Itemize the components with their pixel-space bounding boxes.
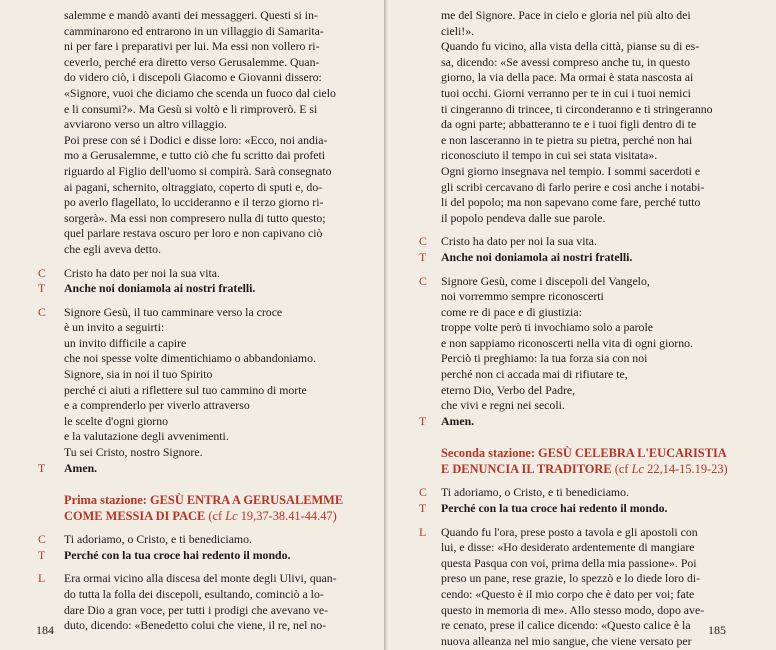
station-title-line-1: Prima stazione: GESÙ ENTRA A GERUSALEMME xyxy=(64,493,344,508)
prayer-line: e non sappiamo riconoscerti nella vita di ogni giorno. xyxy=(441,335,693,350)
text-line: Poi prese con sé i Dodici e disse loro: «Ecco, noi andia- xyxy=(64,132,328,147)
text-line: gli scribi cercavano di farlo perire e così anche i notabi- xyxy=(441,179,705,194)
text-line: tuoi occhi. Giorni verranno per te in cui i tuoi nemici xyxy=(441,85,691,100)
prayer-line: è un invito a seguirti: xyxy=(64,320,165,335)
text-line: ceverlo, perché era diretto verso Gerusalemme. Quan- xyxy=(64,54,320,69)
narrative-paragraph-1 xyxy=(441,8,738,39)
prayer-line: che vivi e regni nei secoli. xyxy=(441,398,565,413)
text-line: Quando fu vicino, alla vista della città, pianse su di es- xyxy=(441,39,700,54)
reading-line: Era ormai vicino alla discesa del monte degli Ulivi, quan- xyxy=(64,571,337,586)
rubric-marker-t: T xyxy=(38,547,46,562)
celebrant-text: Ti adoriamo, o Cristo, e ti benediciamo. xyxy=(64,532,252,547)
response-line xyxy=(389,250,776,266)
prayer-line: troppe volte però ti invochiamo solo a parole xyxy=(441,320,653,335)
text-line: giorno, la via della pace. Ma ormai è stata nascosta ai xyxy=(441,70,694,85)
rubric-marker-c: C xyxy=(38,304,46,319)
reading-line: questo in memoria di me». Allo stesso modo, dopo ave- xyxy=(441,602,705,617)
text-line: salemme e mandò avanti dei messaggeri. Questi si in- xyxy=(64,8,318,22)
text-line: camminarono ed entrarono in un villaggio di Samarita- xyxy=(64,23,324,38)
text-line: ni per fare i preparativi per lui. Ma essi non vollero ri- xyxy=(64,39,320,54)
page-number: 184 xyxy=(36,623,54,637)
text-line: riguardo al Figlio dell'uomo si compirà. Sarà consegnato xyxy=(64,163,332,178)
rubric-marker-t: T xyxy=(419,249,427,264)
rubric-marker-c: C xyxy=(38,265,46,280)
text-line: da ogni parte; abbatteranno te e i tuoi figli dentro di te xyxy=(441,117,697,132)
narrative-paragraph-2 xyxy=(441,39,738,164)
right-page xyxy=(389,0,776,650)
reading-line: preso un pane, rese grazie, lo spezzò e lo diede loro di- xyxy=(441,571,701,586)
rubric-marker-c: C xyxy=(419,234,427,249)
prayer-line: eterno Dio, Verbo del Padre, xyxy=(441,382,576,397)
reading-line: re cenato, prese il calice dicendo: «Questo calice è la xyxy=(441,618,691,633)
amen-line xyxy=(0,461,384,477)
response-text: Perché con la tua croce hai redento il mondo. xyxy=(64,547,291,562)
prayer-line: e la valutazione degli avvenimenti. xyxy=(64,429,229,444)
reading-line: Quando fu l'ora, prese posto a tavola e gli apostoli con xyxy=(441,524,698,539)
rubric-marker-t: T xyxy=(419,501,427,516)
celebrant-line xyxy=(0,532,384,548)
rubric-marker-c: C xyxy=(419,485,427,500)
celebrant-text: Cristo ha dato per noi la sua vita. xyxy=(441,234,597,249)
text-line: do videro ciò, i discepoli Giacomo e Giovanni dissero: xyxy=(64,70,322,85)
text-line: che egli aveva detto. xyxy=(64,241,161,256)
scripture-reference: (cf Lc 19,37-38.41-44.47) xyxy=(208,509,337,524)
reading-line: dare Dio a gran voce, per tutti i prodigi che avevano ve- xyxy=(64,602,329,617)
celebrant-text: Ti adoriamo, o Cristo, e ti benediciamo. xyxy=(441,485,629,500)
reading-lines xyxy=(441,525,738,650)
reading-line: do tutta la folla dei discepoli, esultando, cominciò a lo- xyxy=(64,587,324,601)
page-number: 185 xyxy=(708,623,726,637)
rubric-marker-l: L xyxy=(38,571,46,586)
prayer-line: perché non ci accada mai di rifiutare te, xyxy=(441,367,628,382)
prayer-block xyxy=(389,274,776,414)
prayer-line: un invito difficile a capire xyxy=(64,335,187,350)
text-line: cieli!». xyxy=(441,23,475,38)
station-title-line-2: COME MESSIA DI PACE (cf Lc 19,37-38.41-44.47) xyxy=(64,509,337,524)
reading-line: lui, e disse: «Ho desiderato ardentemente di mangiare xyxy=(441,540,695,555)
text-line: ti cingeranno di trincee, ti circonderanno e ti stringeranno xyxy=(441,101,713,116)
rubric-marker-c: C xyxy=(38,532,46,547)
prayer-line: Perciò ti preghiamo: la tua forza sia con noi xyxy=(441,351,648,366)
left-page xyxy=(0,0,384,650)
prayer-lines xyxy=(441,274,738,414)
response-line xyxy=(0,281,384,297)
station-heading xyxy=(64,492,352,524)
text-line: quel parlare restava oscuro per loro e non capivano ciò xyxy=(64,226,323,241)
reading-line: nuova alleanza nel mio sangue, che viene versato per xyxy=(441,633,692,648)
celebrant-line xyxy=(389,234,776,250)
reading-line: duto, dicendo: «Benedetto colui che viene, il re, nel no- xyxy=(64,618,327,633)
prayer-line: che noi spesse volte dimentichiamo o abbandoniamo. xyxy=(64,351,316,366)
prayer-line: Tu sei Cristo, nostro Signore. xyxy=(64,445,203,460)
reading-block xyxy=(0,571,384,633)
left-page-column xyxy=(0,8,384,634)
text-line: sorgerà». Ma essi non compresero nulla di tutto questo; xyxy=(64,210,326,225)
response-text: Perché con la tua croce hai redento il mondo. xyxy=(441,501,668,516)
station-title-line-2: E DENUNCIA IL TRADITORE (cf Lc 22,14-15.19-23) xyxy=(441,462,728,477)
text-line: riconosciuto il tempo in cui sei stata visitata». xyxy=(441,148,658,163)
rubric-marker-l: L xyxy=(419,524,427,539)
text-line: e li consumi?». Ma Gesù si voltò e li rimproverò. E si xyxy=(64,101,318,116)
celebrant-line xyxy=(0,266,384,282)
text-line: «Signore, vuoi che diciamo che scenda un fuoco dal cielo xyxy=(64,85,336,100)
narrative-paragraph-2 xyxy=(64,133,352,258)
prayer-lines xyxy=(64,305,352,461)
response-text: Anche noi doniamola ai nostri fratelli. xyxy=(64,281,256,296)
prayer-line: come re di pace e di giustizia: xyxy=(441,304,582,319)
prayer-line: Signore Gesù, come i discepoli del Vangelo, xyxy=(441,273,650,288)
amen-line xyxy=(389,414,776,430)
amen-text: Amen. xyxy=(441,413,475,428)
prayer-line: Signore Gesù, il tuo camminare verso la croce xyxy=(64,304,283,319)
amen-text: Amen. xyxy=(64,460,98,475)
right-page-column xyxy=(389,8,776,649)
narrative-paragraph-1 xyxy=(64,8,352,133)
narrative-paragraph-3 xyxy=(441,164,738,226)
text-line: sa, dicendo: «Se avessi compreso anche tu, in questo xyxy=(441,54,690,69)
station-title-line-1: Seconda stazione: GESÙ CELEBRA L'EUCARISTIA xyxy=(441,446,727,461)
rubric-marker-c: C xyxy=(419,273,427,288)
rubric-marker-t: T xyxy=(38,460,46,475)
text-line: po averlo flagellato, lo uccideranno e il terzo giorno ri- xyxy=(64,195,324,210)
text-line: mo a Gerusalemme, e tutto ciò che fu scritto dai profeti xyxy=(64,148,326,163)
response-text: Anche noi doniamola ai nostri fratelli. xyxy=(441,249,633,264)
text-line: e non lasceranno in te pietra su pietra, perché non hai xyxy=(441,132,693,147)
prayer-line: Signore, sia in noi il tuo Spirito xyxy=(64,367,213,382)
text-line: li del popolo; ma non sapevano come fare, perché tutto xyxy=(441,195,701,210)
celebrant-text: Cristo ha dato per noi la sua vita. xyxy=(64,265,220,280)
scripture-reference: (cf Lc 22,14-15.19-23) xyxy=(614,462,728,477)
reading-lines xyxy=(64,571,352,633)
text-line: avviarono verso un altro villaggio. xyxy=(64,117,227,132)
prayer-line: e a comprenderlo per viverlo attraverso xyxy=(64,398,250,413)
station-heading xyxy=(441,445,738,477)
reading-line: cendo: «Questo è il mio corpo che è dato per voi; fate xyxy=(441,587,695,601)
prayer-block xyxy=(0,305,384,461)
text-line: il popolo pendeva dalle sue parole. xyxy=(441,210,606,225)
celebrant-line xyxy=(389,485,776,501)
text-line: Ogni giorno insegnava nel tempio. I sommi sacerdoti e xyxy=(441,163,701,178)
prayer-line: noi vorremmo sempre riconoscerti xyxy=(441,289,604,304)
prayer-line: perché ci aiuti a riflettere sul tuo cammino di morte xyxy=(64,382,307,397)
response-line xyxy=(0,548,384,564)
text-line: me del Signore. Pace in cielo e gloria nel più alto dei xyxy=(441,8,691,22)
rubric-marker-t: T xyxy=(38,281,46,296)
response-line xyxy=(389,501,776,517)
text-line: ai pagani, schernito, oltraggiato, coperto di sputi e, do- xyxy=(64,179,323,194)
rubric-marker-t: T xyxy=(419,413,427,428)
reading-line: questa Pasqua con voi, prima della mia passione». Poi xyxy=(441,555,697,570)
prayer-line: le scelte d'ogni giorno xyxy=(64,413,169,428)
